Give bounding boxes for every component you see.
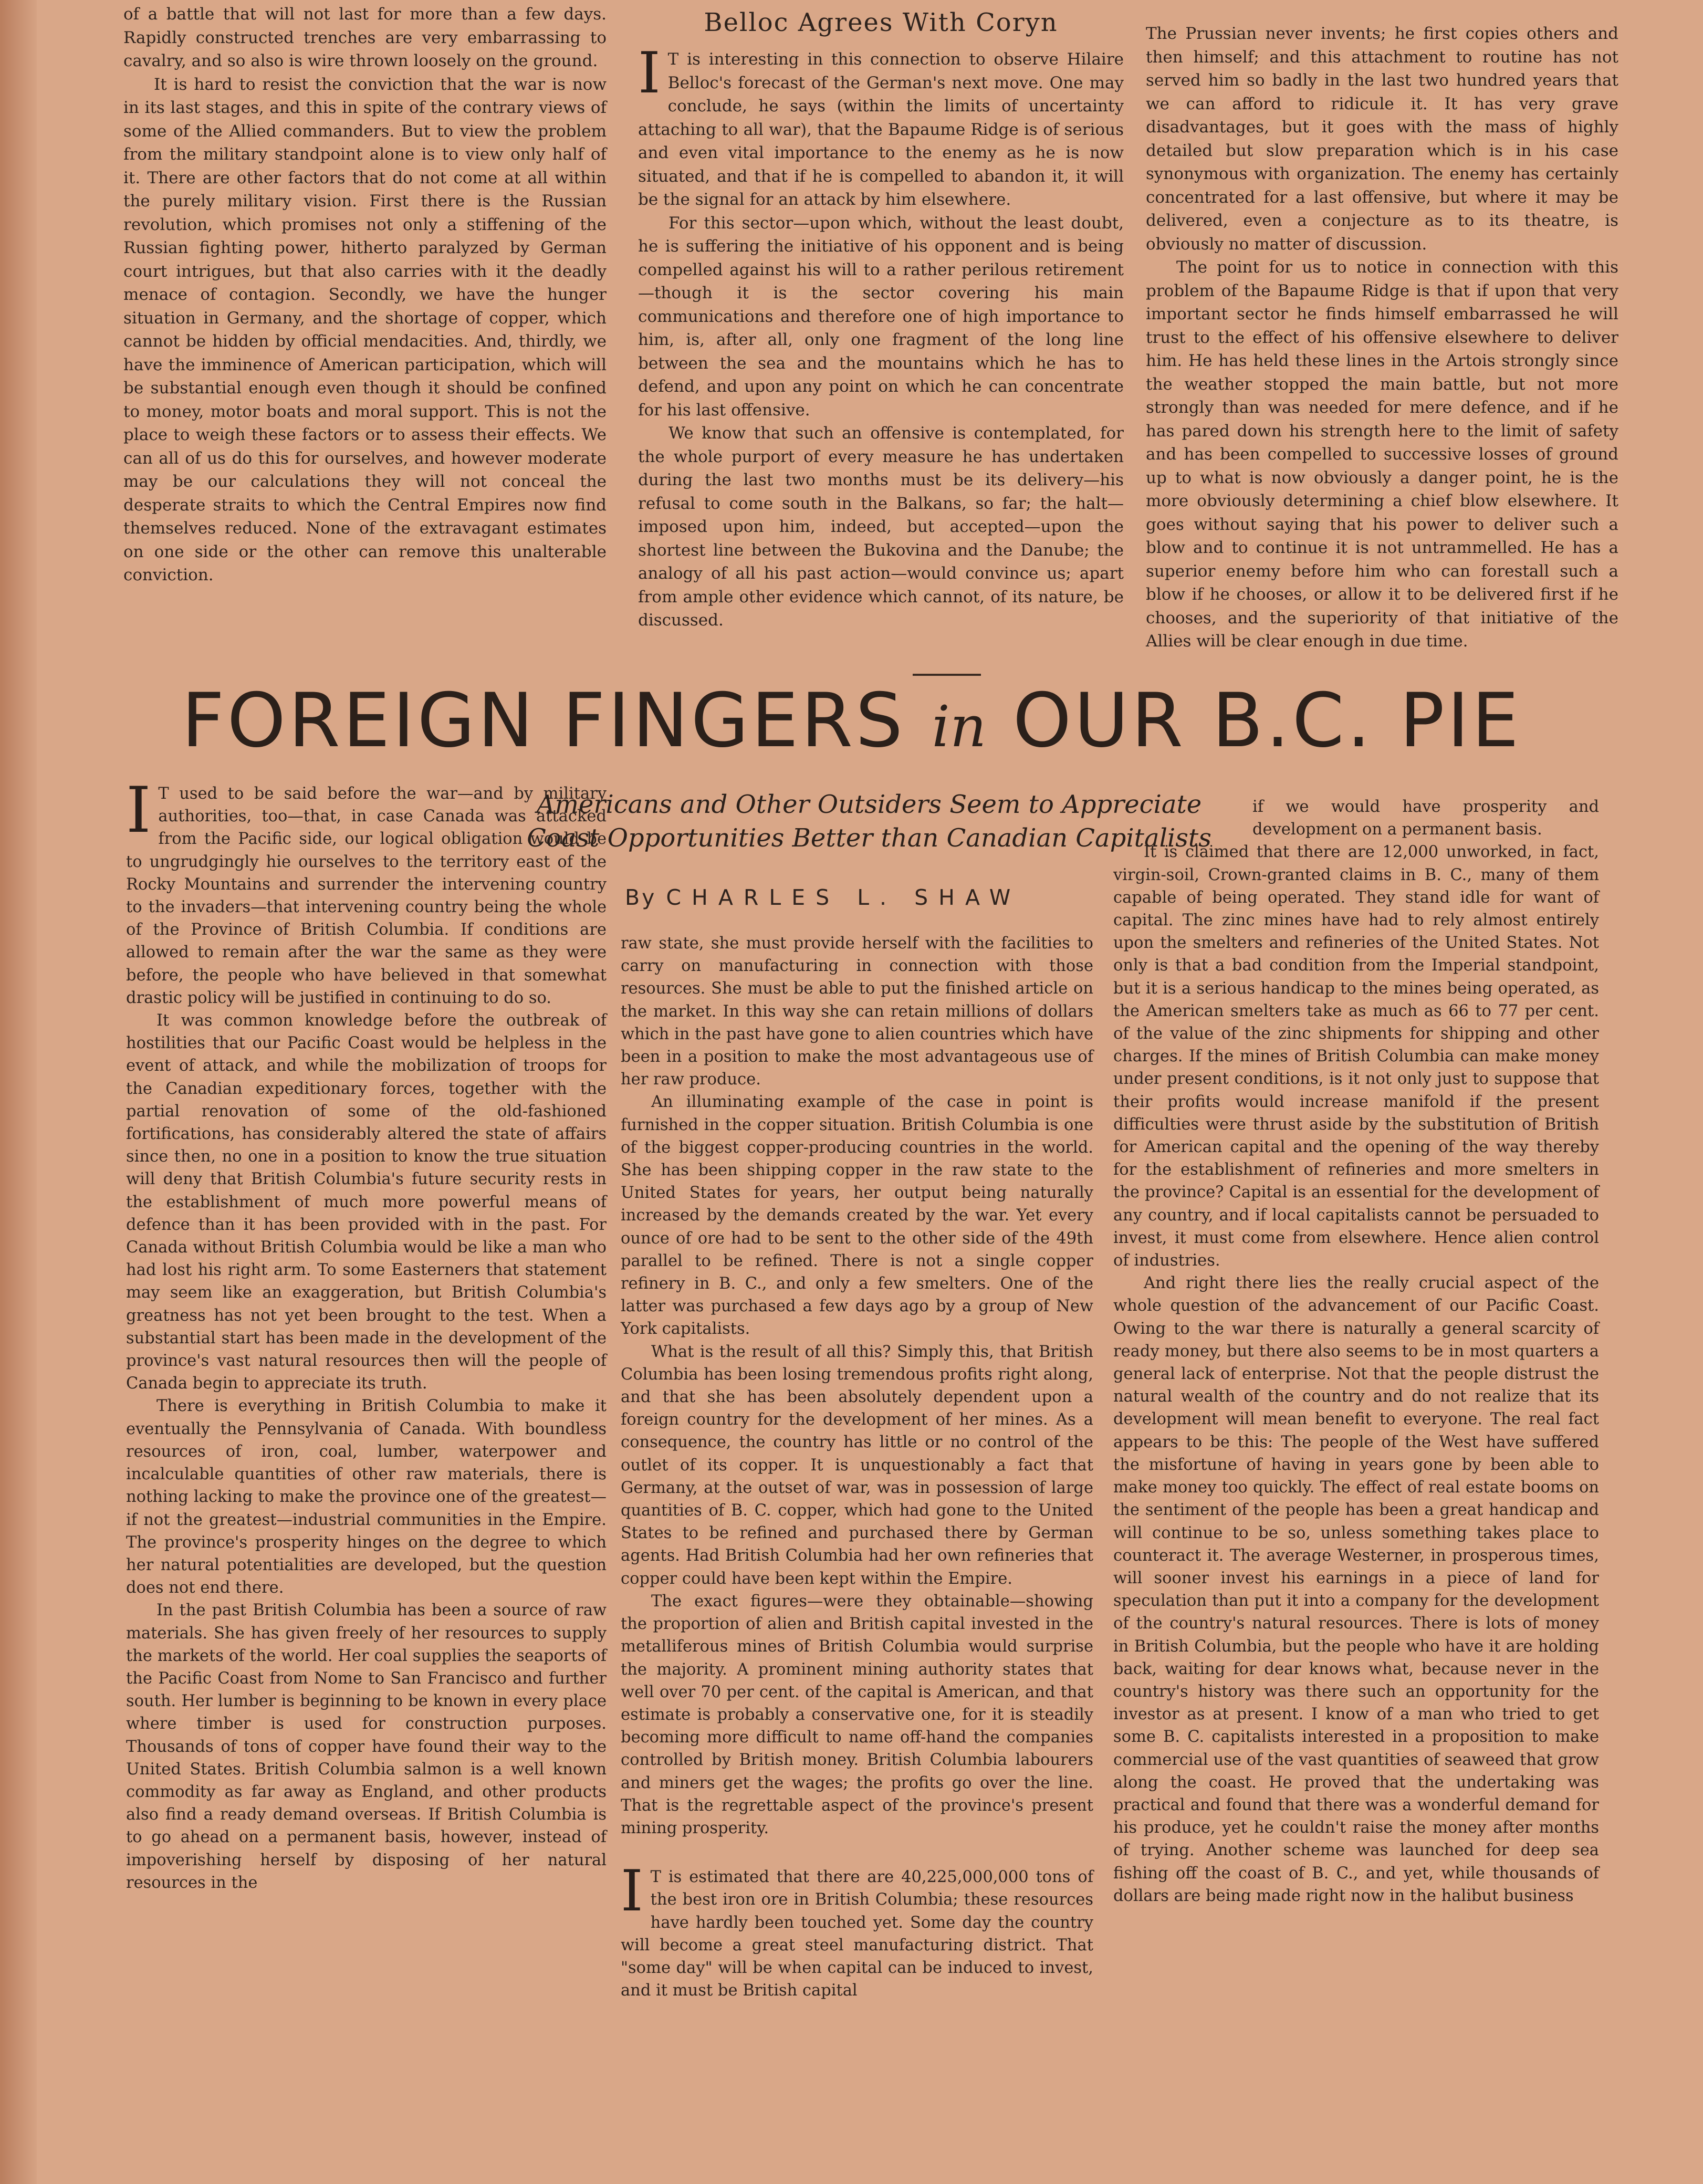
paragraph: The Prussian never invents; he first copies others and then himself; and this attachment to routine has not served him so badly in the last two hundred years that we can afford to ridicule it. It has very grave disadvantages, but it goes with the mass of highly detailed but slow preparation which is in his case synonymous with organization. The enemy has certainly concentrated for a last offensive, but where it may be delivered, even a conjecture as to its theatre, is obviously no matter of discussion. [1146,24,1618,254]
drop-cap: I [126,774,151,847]
byline-author: CHARLES L. SHAW [666,885,1021,910]
paragraph-text: T used to be said before the war—and by military authorities, too—that, in case Canada was attacked from the Pacific side, our logical obligation would be to ungrudgingly hie ourselves to the territory east of the Rocky Mountains and surrender the intervening country to the invaders—that intervening country being the whole of the Province of British Columbia. If conditions are allowed to remain after the war the same as they were before, the people who have believed in that somewhat drastic policy will be justified in continuing to do so. [126,785,607,1007]
section-heading: Belloc Agrees With Coryn [704,8,1058,37]
byline [625,885,1021,910]
paragraph-text: T is estimated that there are 40,225,000,000 tons of the best iron ore in British Columbia; these resources have hardly been touched yet. Some day the country will become a great steel manufacturing district. That "some day" will be when capital can be induced to invest, and it must be British capital [621,1868,1093,2000]
headline-part-2: OUR B.C. PIE [1012,677,1522,764]
drop-cap: I [621,1858,643,1925]
paragraph [638,40,1124,212]
paragraph: We know that such an offensive is contemplated, for the whole purport of every measure he has undertaken during the last two months must be its delivery—his refusal to come south in the Balkans, so far; the halt—imposed upon him, indeed, but accepted—upon the shortest line between the Bukovina and the Danube; the analogy of all his past action—would convince us; apart from ample other evidence which cannot, of its nature, be discussed. [638,424,1124,630]
paragraph: What is the result of all this? Simply this, that British Columbia has been losing tremendous profits right along, and that she has been absolutely dependent upon a foreign country for the development of her mines. As a consequence, the country has little or no control of the outlet of its copper. It is unquestionably a fact that Germany, at the outset of war, was in possession of large quantities of B. C. copper, which had gone to the United States to be refined and purchased there by German agents. Had British Columbia had her own refineries that copper could have been kept within the Empire. [621,1342,1093,1588]
belloc-column [638,8,1124,632]
top-left-column [123,3,607,587]
paragraph: It is hard to resist the conviction that the war is now in its last stages, and this in spite of the contrary views of some of the Allied commanders. But to view the problem from the military standpoint alone is to view only half of it. There are other factors that do not come at all within the purely military vision. First there is the Russian revolution, which promises not only a stiffening of the Russian fighting power, hitherto paralyzed by German court intrigues, but that also carries with it the deadly menace of contagion. Secondly, we have the hunger situation in Germany, and the shortage of copper, which cannot be hidden by official mendacities. And, thirdly, we have the imminence of American participation, which will be substantial enough even though it should be confined to money, motor boats and moral support. This is not the place to weigh these factors or to assess their effects. We can all of us do this for ourselves, and however moderate may be our calculations they will not conceal the desperate straits to which the Central Empires now find themselves reduced. None of the extravagant estimates on one side or the other can remove this unalterable conviction. [123,75,607,584]
article-column-2 [621,932,1093,2002]
page-gutter [0,0,37,2184]
paragraph: For this sector—upon which, without the least doubt, he is suffering the initiative of his opponent and is being compelled against his will to a rather perilous retirement—though it is the sector covering his main communications and therefore one of high importance to him, is, after all, only one fragment of the long line between the sea and the mountains which he has to defend, and upon any point on which he can concentrate for his last offensive. [638,213,1124,420]
section-divider [913,674,981,676]
paragraph: In the past British Columbia has been a source of raw materials. She has given freely of her resources to supply the markets of the world. Her coal supplies the seaports of the Pacific Coast from Nome to San Francisco and further south. Her lumber is beginning to be known in every place where timber is used for construction purposes. Thousands of tons of copper have found their way to the United States. British Columbia salmon is a well known commodity as far away as England, and other products also find a ready demand overseas. If British Columbia is to go ahead on a permanent basis, however, instead of impoverishing herself by disposing of her natural resources in the [126,1601,607,1892]
top-right-column [1146,22,1618,653]
headline-part-1: FOREIGN FINGERS [181,677,906,764]
paragraph: It was common knowledge before the outbreak of hostilities that our Pacific Coast would be helpless in the event of attack, and while the mobilization of troops for the Canadian expeditionary forces, together with the partial renovation of some of the old-fashioned fortifications, has considerably altered the state of affairs since then, no one in a position to know the true situation will deny that British Columbia's future security rests in the establishment of much more powerful means of defence than it has been provided with in the past. For Canada without British Columbia would be like a man who had lost his right arm. To some Easterners that statement may seem like an exaggeration, but British Columbia's greatness has not yet been brought to the test. When a substantial start has been made in the development of the province's vast natural resources then will the people of Canada begin to appreciate its truth. [126,1011,607,1393]
paragraph: The exact figures—were they obtainable—showing the proportion of alien and British capital invested in the metalliferous mines of British Columbia would surprise the majority. A prominent mining authority states that well over 70 per cent. of the capital is American, and that estimate is probably a conservative one, for it is steadily becoming more difficult to name off-hand the companies controlled by British money. British Columbia labourers and miners get the wages; the profits go over the line. That is the regrettable aspect of the province's present mining prosperity. [621,1592,1093,1837]
drop-cap: I [638,40,661,106]
headline-in: in [932,694,987,760]
article-column-3 [1113,796,1599,1907]
article-headline [0,677,1703,764]
paragraph: And right there lies the really crucial aspect of the whole question of the advancement of our Pacific Coast. Owing to the war there is naturally a general scarcity of ready money, but there also seems to be in most quarters a general lack of enterprise. Not that the people distrust the natural wealth of the country and do not realize that its development will mean benefit to everyone. The real fact appears to be this: The people of the West have suffered the misfortune of having in years gone by been able to make money too quickly. The effect of real estate booms on the sentiment of the people has been a great handicap and will continue to be so, unless something takes place to counteract it. The average Westerner, in prosperous times, will sooner invest his earnings in a piece of land for speculation than put it into a company for the development of the country's natural resources. There is lots of money in British Columbia, but the people who have it are holding back, waiting for dear knows what, because never in the country's history was there such an opportunity for the investor as at present. I know of a man who tried to get some B. C. capitalists interested in a proposition to make commercial use of the vast quantities of seaweed that grow along the coast. He proved that the undertaking was practical and found that there was a wonderful demand for his produce, yet he couldn't raise the money after months of trying. Another scheme was launched for deep sea fishing off the coast of B. C., and yet, while thousands of dollars are being made right now in the halibut business [1113,1274,1599,1905]
paragraph: The point for us to notice in connection with this problem of the Bapaume Ridge is that if upon that very important sector he finds himself embarrassed he will trust to the effect of his offensive elsewhere to deliver him. He has held these lines in the Artois strongly since the weather stopped the main battle, but not more strongly than was needed for mere defence, and if he has pared down his strength here to the limit of safety and has been compelled to successive losses of ground up to what is now obviously a danger point, he is the more obviously determining a chief blow elsewhere. It goes without saying that his power to deliver such a blow and to continue it is not untrammelled. He has a superior enemy before him who can forestall such a blow if he chooses, or allow it to be delivered first if he chooses, and the superiority of that initiative of the Allies will be clear enough in due time. [1146,258,1618,651]
paragraph: It is claimed that there are 12,000 unworked, in fact, virgin-soil, Crown-granted claims in B. C., many of them capable of being operated. They stand idle for want of capital. The zinc mines have had to rely almost entirely upon the smelters and refineries of the United States. Not only is that a bad condition from the Imperial standpoint, but it is a serious handicap to the mines being operated, as the American smelters take as much as 66 to 77 per cent. of the value of the zinc shipments for shipping and other charges. If the mines of British Columbia can make money under present conditions, is it not only just to suppose that their profits would increase manifold if the present difficulties were thrust aside by the substitution of British for American capital and the opening of the way thereby for the establishment of refineries and more smelters in the province? Capital is an essential for the development of any country, and if local capitalists cannot be persuaded to invest, it must come from elsewhere. Hence alien control of industries. [1113,843,1599,1270]
paragraph: An illuminating example of the case in point is furnished in the copper situation. British Columbia is one of the biggest copper-producing countries in the world. She has been shipping copper in the raw state to the United States for years, her output being naturally increased by the demands created by the war. Yet every ounce of ore had to be sent to the other side of the 49th parallel to be refined. There is not a single copper refinery in B. C., and only a few smelters. One of the latter was purchased a few days ago by a group of New York capitalists. [621,1093,1093,1339]
paragraph: There is everything in British Columbia to make it eventually the Pennsylvania of Canada. With boundless resources of iron, coal, lumber, waterpower and incalculable quantities of other raw materials, there is nothing lacking to make the province one of the greatest—if not the greatest—industrial communities in the Empire. The province's prosperity hinges on the degree to which her natural potentialities are developed, but the question does not end there. [126,1397,607,1597]
deck-line-1: Americans and Other Outsiders Seem to Appreciate [536,790,1202,819]
paragraph: raw state, she must provide herself with the facilities to carry on manufacturing in connection with those resources. She must be able to put the finished article on the market. In this way she can retain millions of dollars which in the past have gone to alien countries which have been in a position to make the most advantageous use of her raw produce. [621,934,1093,1089]
paragraph: if we would have prosperity and development on a permanent basis. [1252,798,1599,839]
article-column-1 [126,774,607,1894]
paragraph [126,774,607,1009]
paragraph-text: T is interesting in this connection to observe Hilaire Belloc's forecast of the German's next move. One may conclude, he says (within the limits of uncertainty attaching to all war), that the Bapaume Ridge is of serious and even vital importance to the enemy as he is now situated, and that if he is compelled to abandon it, it will be the signal for an attack by him elsewhere. [638,50,1124,209]
deck-line-2: Coast Opportunities Better than Canadian Capitalists [527,823,1211,853]
paragraph [621,1858,1093,2002]
paragraph: of a battle that will not last for more than a few days. Rapidly constructed trenches are very embarrassing to cavalry, and so also is wire thrown loosely on the ground. [123,5,607,70]
byline-by: By [625,885,657,910]
